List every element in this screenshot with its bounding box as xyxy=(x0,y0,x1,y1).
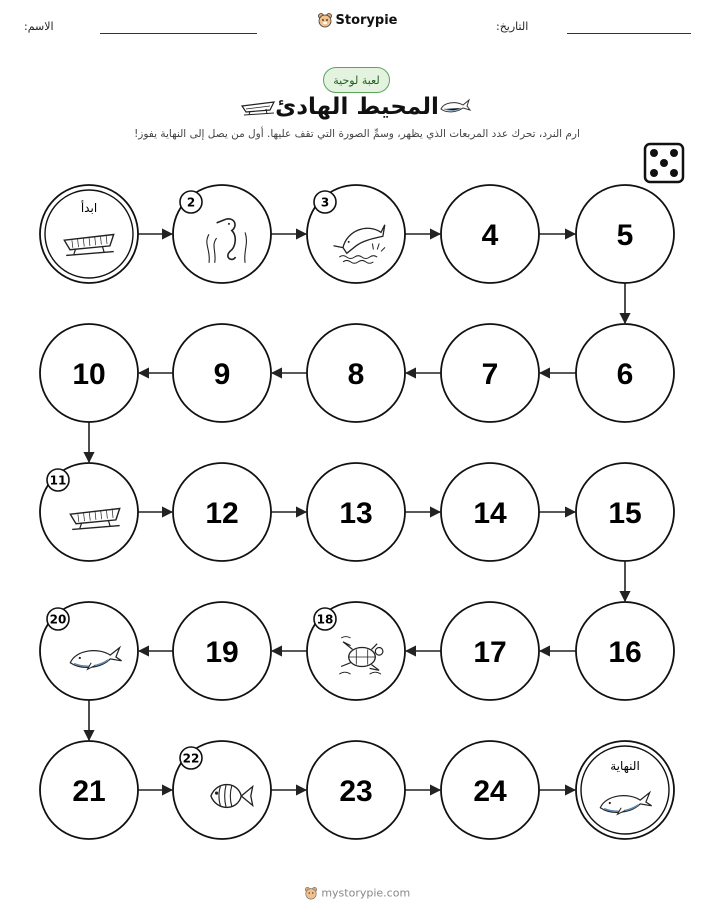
badge-label: لعبة لوحية xyxy=(333,73,380,87)
space-number: 4 xyxy=(481,219,499,252)
page-title: المحيط الهادئ xyxy=(275,94,439,120)
finish-label: النهاية xyxy=(610,759,640,773)
space-number: 7 xyxy=(481,358,499,391)
space-number: 19 xyxy=(205,636,239,669)
space-number: 15 xyxy=(608,497,642,530)
space-number: 17 xyxy=(473,636,507,669)
space-number: 14 xyxy=(473,497,507,530)
finish-space[interactable] xyxy=(576,741,674,839)
name-label: الاسم: xyxy=(24,20,54,33)
space-number: 10 xyxy=(72,358,106,391)
space-number: 18 xyxy=(316,612,334,627)
instructions: ارم النرد، تحرك عدد المربعات الذي يظهر، وسمِّ الصورة التي تقف عليها. أول من يصل إلى النهاية يفوز! xyxy=(134,128,580,140)
space-number: 12 xyxy=(205,497,239,530)
space-number: 5 xyxy=(616,219,634,252)
start-space[interactable] xyxy=(40,185,138,283)
space-number: 22 xyxy=(182,751,200,766)
space-number: 13 xyxy=(339,497,373,530)
space-number: 20 xyxy=(49,612,67,627)
date-label: التاريخ: xyxy=(496,20,529,33)
space-number: 23 xyxy=(339,775,373,808)
space-number: 2 xyxy=(186,195,196,210)
footer-url: mystorypie.com xyxy=(321,886,411,900)
start-label: ابدأ xyxy=(80,201,98,215)
brand-name: Storypie xyxy=(335,12,398,28)
storypie-bear-icon xyxy=(304,886,318,900)
space-number: 24 xyxy=(473,775,507,808)
space-number: 6 xyxy=(616,358,634,391)
space-number: 8 xyxy=(347,358,365,391)
space-number: 16 xyxy=(608,636,642,669)
space-number: 21 xyxy=(72,775,106,808)
footer xyxy=(0,886,714,900)
space-number: 9 xyxy=(213,358,231,391)
space-number: 11 xyxy=(49,473,67,488)
space-number: 3 xyxy=(320,195,330,210)
